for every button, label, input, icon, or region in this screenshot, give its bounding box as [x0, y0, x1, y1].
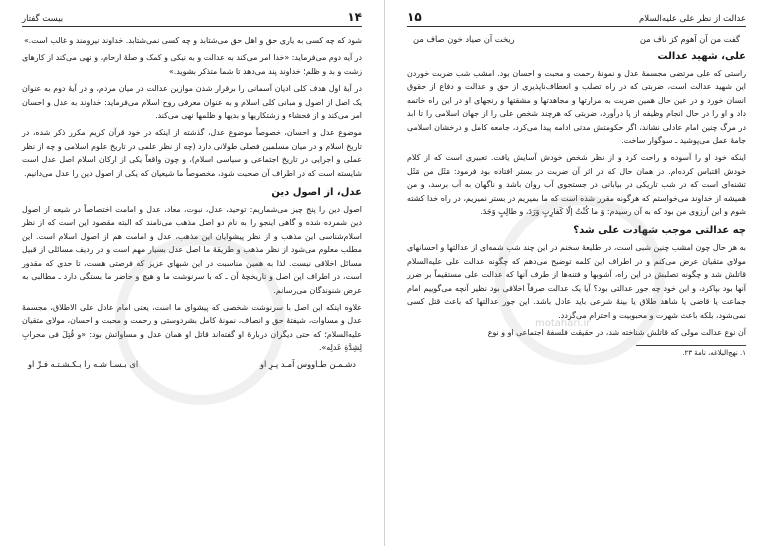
verse-hemistich-right: دشـمـن طـاووس آمـد پـرِ او: [259, 358, 356, 369]
running-title: بیست گفتار: [22, 14, 64, 24]
paragraph: علاوه اینکه این اصل با سرنوشت شخصی که پیشوای ما است، یعنی امام عادل علی الاطلاق، مجسمهٔ عدل و مساوات، شیفتهٔ حق و انصاف، نمونهٔ کامل بشردوستی و رحمت و محبت و احسان، مولای متقیان علیه‌السلام؛ که حتی دیگران دربارهٔ او گفته‌اند قاتل او همان عدل و مساواتش بود: «و قُتِلَ فی محرابِ لِشِدَّةِ عَدلِه».: [22, 302, 362, 353]
page-number: ۱۵: [407, 10, 422, 24]
poem-verse: [28, 359, 356, 369]
paragraph: راستی که علی مرتضی مجسمهٔ عدل و نمونهٔ رحمت و محبت و احسان بود. امشب شب ضربت خوردن این شهید عدالت است، ضربتی که در راه تصلب و انعطاف‌ناپذیری از حق و عدالت و دفاع از حقوق انسان خورد و در عین حال همین ضربت به مرارتها و مجاهدتها و مشقتها و رنجهای او در این راه خاتمه داد و او را در حال انجام وظیفه از پا درآورد، ضربتی که هرچند شخص علی را از جهان اسلامی را تا ابد در مرگ چنین امام عادلی نشاند، اگر حکومتش مدتی ادامه پیدا می‌کرد، جامعه کامل و درخشان اسلامی جامهٔ عمل می‌پوشید ـ سوگوار ساخت.: [407, 69, 746, 146]
paragraph: اصول دین را پنج چیز می‌شماریم: توحید، عدل، نبوت، معاد، عدل و امامت اختصاصاً در شیعه از اصول دین شمرده شده و گاهی اینجو را به نام دو اصل مذهب می‌نامند که البته مقصود این است که از نظر اسلام‌شناسی این مذهب و از نظر پیشوایان این مذهب، عدل و امامت هم از اصول اسلام است. این مطلب معلوم می‌شود از نظر مذهب و طریقهٔ ما اصل عدل بسیار مهم است و در ردیف مسائلی از قبیل مسائل اخلاقی نیست. لذا به همین مناسبت در این شبهای عزیز که فرصتی هست، تا حدی که مقدور است، در اطراف این اصل و تاریخچهٔ آن ـ که با سرنوشت ما و هیچ و حاضر ما بستگی دارد ـ مطالبی به عرض شنوندگان می‌رسانم.: [22, 205, 362, 295]
section-heading: چه عدالتی موجب شهادت علی شد؟: [573, 225, 746, 237]
left-page-header: [22, 10, 362, 27]
right-page-header: [407, 10, 746, 27]
paragraph: موضوع عدل و احسان، خصوصاً موضوع عدل، گذشته از اینکه در خود قرآن کریم مکرر ذکر شده، در تاریخ اسلام و در میان مسلمین فصلی طولانی دارد (چه از نظر علمی در تاریخ علوم اسلامی و چه از نظر عملی و اجرایی در تاریخ اجتماعی و سیاسی اسلام)، و چون واقعاً یکی از ارکان اسلام اصل عدل است شایسته است که در اطراف آن صحبت شود، مخصوصاً ما شیعیان که یکی از اصول دین را عدل می‌دانیم.: [22, 128, 362, 178]
paragraph: آن نوع عدالت مولی که قاتلش شناخته شد، در حقیقت فلسفهٔ اجتماعی او و نوع: [487, 327, 746, 337]
verse-hemistich-left: ای بـسـا شـه را بـکـشـتـه فـرِّ او: [28, 358, 139, 369]
footnote: ۱. نهج‌البلاغه، نامهٔ ۲۳.: [682, 349, 746, 358]
section-heading: علی، شهید عدالت: [657, 51, 746, 62]
right-page: [384, 0, 768, 546]
verse-hemistich-right: گفت من آن آهوم کز ناف من: [639, 34, 740, 44]
paragraph: در آیه دوم می‌فرماید: «خدا امر می‌کند به عدالت و به نیکی و کمک و صلهٔ ارحام، و نهی می‌کند از کارهای زشت و بد و ظلم؛ خداوند پند می‌دهد تا شما متذکر بشوید.»: [22, 53, 362, 76]
paragraph: در آیهٔ اول هدف کلی ادیان آسمانی را برقرار شدن موازین عدالت در میان مردم، و در آیهٔ دوم به عنوان یک اصل از اصول و مبانی کلی اسلام و به عنوان معرفی روح اسلام می‌فرماید: خداوند به عدل و احسان امر می‌کند و از فحشاء و زشتکاریها و بدیها و ظلمها نهی می‌کند.: [22, 84, 362, 121]
poem-verse: [413, 34, 740, 44]
running-title: عدالت از نظر علی علیه‌السلام: [639, 14, 746, 24]
paragraph: اینکه خود او را آسوده و راحت کرد و از نظر شخص خودش آسایش یافت. تعبیری است که از کلام خودش اقتباس کرده‌ام. در همان حال که در اثر آن ضربت در بستر افتاده بود فرمود: مَثَل من مَثَل تشنه‌ای است که در شب تاریکی در بیابانی در جستجوی آب روان باشد و ناگهان به آب برسد، و من همیشه از خداوند می‌خواستم که هرگونه مقرر شده است که ما بمیریم در بستر نمیریم، در راه خدا کشته شوم و این آرزوی من بود که به آن رسیدم: وَ ما کُنْتُ إلّا کَقارِبٍ وَرَدَ، و طالِبٍ وَجَدَ.: [407, 153, 746, 217]
paragraph: به هر حال چون امشب چنین شبی است، در طلیعهٔ سخنم در این چند شب شمه‌ای از عدالتها و احسانهای مولای متقیان عرض می‌کنم و در اطراف این کلمه توضیح می‌دهم که چگونه عدالت علی علیه‌السلام قاتلش شد و چگونه تصلبش در این راه، آشوبها و فتنه‌ها از طرف آنها که عدالت علی مستقیماً بر ضرر آنها بود بپاکرد، و این خود چه جور عدالتی بود؟ آیا یک عدالت صرفاً اخلاقی بود نظیر آنچه می‌گوییم امام جماعت یا قاضی یا شاهد طلاق یا بینهٔ شرعی باید عادل باشد. این جور عدالتها که باعث قتل کسی نمی‌شود، بلکه باعث شهرت و محبوبیت و احترام می‌گردد.: [407, 243, 746, 320]
section-heading: عدل، از اصول دین: [271, 187, 362, 199]
verse-hemistich-left: ریخت آن صیاد خون صاف من: [413, 34, 515, 44]
paragraph: شود که چه کسی به یاری حق و اهل حق می‌شتابد و چه کسی نمی‌شتابد. خداوند نیرومند و غالب است.»: [23, 36, 362, 45]
footnote-divider: [636, 345, 746, 346]
page-number: ۱۴: [347, 10, 362, 24]
watermark-url: motahari.ir: [535, 318, 591, 329]
